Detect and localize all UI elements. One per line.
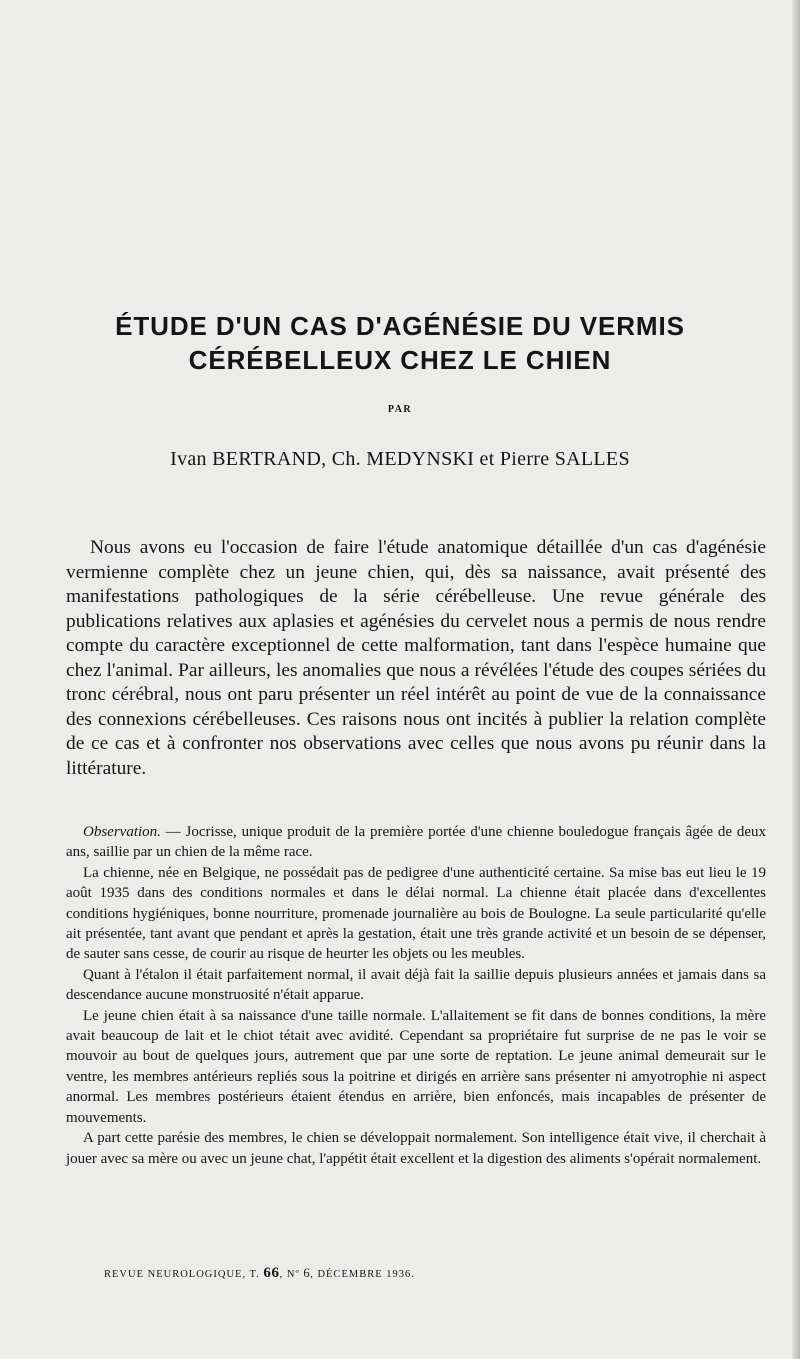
authors: Ivan BERTRAND, Ch. MEDYNSKI et Pierre SALLES [170,448,630,470]
tome-prefix: , T. [242,1269,264,1280]
issue-prefix: , Nº [279,1269,304,1280]
observation-text: — Jocrisse, unique produit de la première portée d'une chienne bouledogue français âgée de deux ans, saillie par un chien de la même race. [66,824,766,861]
observation-paragraph [66,822,766,863]
intro-paragraph: Nous avons eu l'occasion de faire l'étude anatomique détaillée d'un cas d'agénésie vermienne complète chez un jeune chien, qui, dès sa naissance, avait présenté des manifestations pathologiques de la série cérébelleuse. Une revue générale des publications relatives aux aplasies et agénésies du cervelet nous a permis de nous rendre compte du caractère exceptionnel de cette malformation, tant dans l'espèce humaine que chez l'animal. Par ailleurs, les anomalies que nous a révélées l'étude des coupes sériées du tronc cérébral, nous ont paru présenter un réel intérêt au point de vue de la connaissance des connexions cérébelleuses. Ces raisons nous ont incités à publier la relation complète de ce cas et à confronter nos observations avec celles que nous avons pu réunir dans la littérature. [66,537,766,779]
tome-number: 66 [263,1265,280,1281]
article-body [66,822,766,1169]
article-title-line2: CÉRÉBELLEUX CHEZ LE CHIEN [188,345,612,375]
introduction [66,536,766,781]
journal-name: REVUE NEUROLOGIQUE [104,1269,243,1280]
article-title-line1: ÉTUDE D'UN CAS D'AGÉNÉSIE DU VERMIS [115,311,685,341]
body-paragraph-2: Quant à l'étalon il était parfaitement normal, il avait déjà fait la saillie depuis plusieurs années et jamais dans sa descendance aucune monstruosité n'était apparue. [66,966,766,1004]
journal-footer [104,1265,415,1282]
body-paragraph-3: Le jeune chien était à sa naissance d'une taille normale. L'allaitement se fit dans de bonnes conditions, la mère avait beaucoup de lait et le chiot tétait avec avidité. Cependant sa propriétaire fut surprise de ne pas le voir se mouvoir au bout de quelques jours, autrement que par une sorte de reptation. Le jeune animal demeurait sur le ventre, les membres antérieurs repliés sous la poitrine et dirigés en arrière sans présenter ni amyotrophie ni aspect anormal. Les membres postérieurs étaient étendus en arrière, bien enfoncés, mais incapables de présenter de mouvements. [66,1007,766,1126]
body-paragraph-4: A part cette parésie des membres, le chien se développait normalement. Son intelligence était vive, il cherchait à jouer avec sa mère ou avec un jeune chat, l'appétit était excellent et la digestion des aliments s'opérait normalement. [66,1130,766,1167]
issue-number: 6 [303,1266,311,1280]
observation-label: Observation. [83,824,161,840]
issue-date: , DÉCEMBRE 1936. [310,1269,415,1280]
by-label: PAR [387,404,413,415]
page-edge-shadow [792,0,800,1359]
body-paragraph-1: La chienne, née en Belgique, ne possédait pas de pedigree d'une authenticité certaine. Sa mise bas eut lieu le 19 août 1935 dans des conditions normales et dans le délai normal. La chienne était placée dans d'excellentes conditions hygiéniques, bonne nourriture, promenade journalière au bois de Boulogne. La seule particularité qu'elle ait présentée, tant avant que pendant et après la gestation, était une très grande activité et un besoin de se dépenser, de sauter sans cesse, de courir au risque de heurter les objets ou les meubles. [66,864,766,963]
